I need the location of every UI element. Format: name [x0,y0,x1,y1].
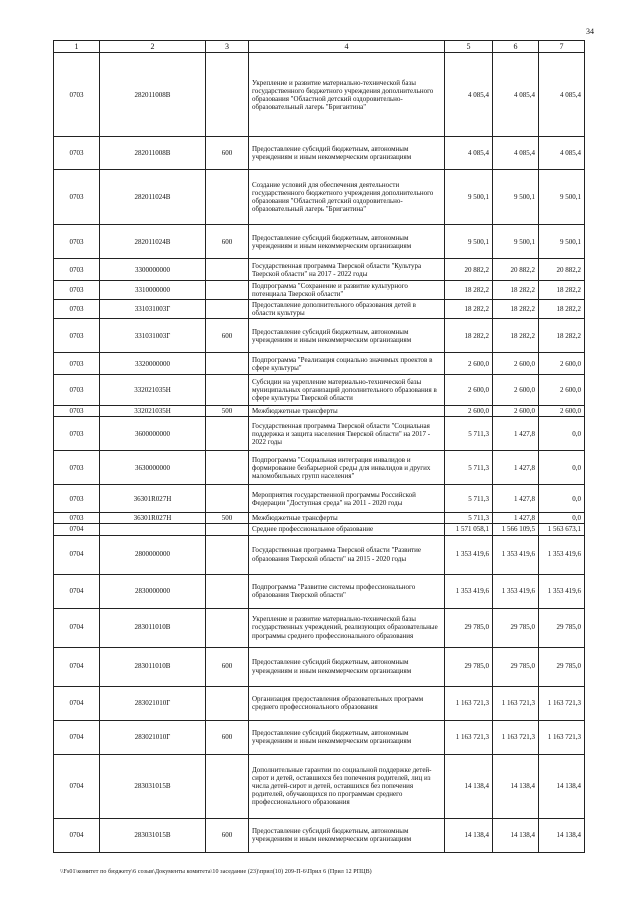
cell-expense-type [206,417,249,451]
cell-target-code: 36301R027Н [100,513,206,524]
cell-value-2: 2 600,0 [493,375,539,406]
cell-value-2: 18 282,2 [493,300,539,319]
cell-target-code: 283011010В [100,647,206,686]
cell-description: Предоставление дополнительного образования детей в области культуры [249,300,445,319]
cell-section-code: 0703 [54,319,100,353]
cell-target-code: 3320000000 [100,353,206,375]
cell-description: Создание условий для обеспечения деятельности государственного бюджетного учреждения дополнительного образования "Областной детский оздоровительно-образовательный лагерь "Бригантина" [249,170,445,225]
cell-expense-type: 600 [206,720,249,754]
cell-section-code: 0703 [54,170,100,225]
cell-section-code: 0703 [54,406,100,417]
cell-value-1: 9 500,1 [445,225,493,259]
cell-target-code: 282011024В [100,225,206,259]
cell-target-code: 283021010Г [100,720,206,754]
table-row [54,513,585,524]
cell-expense-type [206,353,249,375]
cell-value-1: 9 500,1 [445,170,493,225]
cell-value-1: 4 085,4 [445,137,493,170]
table-row [54,818,585,852]
cell-value-1: 14 138,4 [445,754,493,818]
cell-value-2: 1 566 109,5 [493,524,539,535]
table-row [54,406,585,417]
cell-description: Предоставление субсидий бюджетным, автономным учреждениям и иным некоммерческим организациям [249,137,445,170]
cell-value-3: 4 085,4 [539,53,585,137]
cell-expense-type: 600 [206,137,249,170]
table-row [54,524,585,535]
cell-description: Подпрограмма "Реализация социально значимых проектов в сфере культуры" [249,353,445,375]
cell-value-2: 2 600,0 [493,406,539,417]
cell-section-code: 0704 [54,754,100,818]
cell-target-code: 2830000000 [100,574,206,608]
cell-value-2: 1 427,8 [493,417,539,451]
cell-target-code: 3630000000 [100,451,206,485]
cell-expense-type [206,608,249,647]
cell-section-code: 0704 [54,535,100,574]
cell-expense-type [206,574,249,608]
cell-description: Предоставление субсидий бюджетным, автономным учреждениям и иным некоммерческим организациям [249,720,445,754]
cell-value-2: 1 163 721,3 [493,686,539,720]
cell-section-code: 0703 [54,417,100,451]
cell-section-code: 0703 [54,513,100,524]
page-number: 34 [586,27,594,36]
cell-description: Подпрограмма "Сохранение и развитие культурного потенциала Тверской области" [249,281,445,300]
cell-description: Укрепление и развитие материально-технической базы государственного бюджетного учреждения дополнительного образования "Областной детский оздоровительно-образовательный лагерь "Бригантина" [249,53,445,137]
cell-value-1: 5 711,3 [445,485,493,513]
cell-value-2: 1 427,8 [493,451,539,485]
cell-value-2: 4 085,4 [493,53,539,137]
cell-value-1: 18 282,2 [445,300,493,319]
cell-section-code: 0704 [54,818,100,852]
cell-description: Подпрограмма "Социальная интеграция инвалидов и формирование безбарьерной среды для инвалидов и других маломобильных групп населения" [249,451,445,485]
col-header-value-3: 7 [539,41,585,53]
cell-expense-type: 500 [206,406,249,417]
cell-expense-type [206,686,249,720]
table-row [54,535,585,574]
table-row [54,137,585,170]
table-row [54,170,585,225]
cell-value-1: 29 785,0 [445,647,493,686]
cell-target-code: 283031015В [100,818,206,852]
table-row [54,53,585,137]
cell-expense-type: 600 [206,225,249,259]
cell-value-3: 2 600,0 [539,375,585,406]
cell-value-3: 1 353 419,6 [539,574,585,608]
col-header-value-1: 5 [445,41,493,53]
table-row [54,319,585,353]
cell-target-code: 2800000000 [100,535,206,574]
cell-section-code: 0703 [54,225,100,259]
table-row [54,225,585,259]
cell-target-code: 283011010В [100,608,206,647]
cell-expense-type: 500 [206,513,249,524]
cell-description: Межбюджетные трансферты [249,513,445,524]
cell-expense-type [206,53,249,137]
cell-value-2: 2 600,0 [493,353,539,375]
budget-table [53,40,585,853]
cell-value-1: 2 600,0 [445,353,493,375]
cell-value-1: 29 785,0 [445,608,493,647]
cell-expense-type [206,535,249,574]
cell-value-3: 18 282,2 [539,281,585,300]
cell-value-2: 20 882,2 [493,259,539,281]
cell-section-code: 0704 [54,574,100,608]
cell-target-code: 331031003Г [100,319,206,353]
table-row [54,417,585,451]
cell-description: Государственная программа Тверской области "Культура Тверской области" на 2017 - 2022 годы [249,259,445,281]
cell-description: Среднее профессиональное образование [249,524,445,535]
cell-section-code: 0703 [54,375,100,406]
cell-value-1: 1 163 721,3 [445,720,493,754]
cell-value-3: 1 563 673,1 [539,524,585,535]
cell-value-3: 1 353 419,6 [539,535,585,574]
cell-value-3: 1 163 721,3 [539,686,585,720]
cell-value-2: 9 500,1 [493,170,539,225]
cell-value-1: 20 882,2 [445,259,493,281]
cell-value-3: 18 282,2 [539,319,585,353]
table-row [54,608,585,647]
cell-value-3: 9 500,1 [539,225,585,259]
cell-value-1: 2 600,0 [445,406,493,417]
cell-expense-type: 600 [206,818,249,852]
cell-section-code: 0704 [54,720,100,754]
cell-target-code: 283031015В [100,754,206,818]
cell-value-3: 2 600,0 [539,353,585,375]
cell-value-3: 29 785,0 [539,647,585,686]
table-row [54,686,585,720]
cell-expense-type [206,281,249,300]
col-header-value-2: 6 [493,41,539,53]
table-row [54,720,585,754]
cell-value-1: 5 711,3 [445,513,493,524]
cell-value-3: 14 138,4 [539,818,585,852]
cell-section-code: 0704 [54,608,100,647]
cell-value-1: 5 711,3 [445,451,493,485]
cell-expense-type [206,524,249,535]
table-body [54,53,585,852]
cell-value-3: 1 163 721,3 [539,720,585,754]
cell-value-3: 20 882,2 [539,259,585,281]
table-row [54,574,585,608]
cell-section-code: 0704 [54,686,100,720]
cell-value-1: 1 353 419,6 [445,535,493,574]
cell-section-code: 0703 [54,353,100,375]
cell-value-2: 29 785,0 [493,647,539,686]
table-row [54,485,585,513]
cell-section-code: 0704 [54,647,100,686]
table-row [54,300,585,319]
cell-value-3: 0,0 [539,513,585,524]
cell-target-code: 282011008В [100,137,206,170]
table-row [54,259,585,281]
cell-target-code: 3310000000 [100,281,206,300]
cell-section-code: 0703 [54,485,100,513]
cell-value-1: 1 163 721,3 [445,686,493,720]
cell-value-3: 9 500,1 [539,170,585,225]
col-header-section: 1 [54,41,100,53]
cell-value-2: 14 138,4 [493,818,539,852]
cell-value-2: 29 785,0 [493,608,539,647]
cell-value-2: 18 282,2 [493,281,539,300]
cell-target-code [100,524,206,535]
cell-value-3: 0,0 [539,417,585,451]
table-row [54,647,585,686]
table-row [54,754,585,818]
table-row [54,281,585,300]
cell-expense-type: 600 [206,319,249,353]
cell-expense-type [206,375,249,406]
cell-description: Предоставление субсидий бюджетным, автономным учреждениям и иным некоммерческим организациям [249,818,445,852]
cell-target-code: 36301R027Н [100,485,206,513]
cell-value-3: 14 138,4 [539,754,585,818]
cell-value-1: 18 282,2 [445,281,493,300]
cell-description: Предоставление субсидий бюджетным, автономным учреждениям и иным некоммерческим организациям [249,647,445,686]
cell-section-code: 0703 [54,137,100,170]
cell-target-code: 331031003Г [100,300,206,319]
cell-value-2: 1 353 419,6 [493,574,539,608]
cell-target-code: 282011024В [100,170,206,225]
cell-value-1: 4 085,4 [445,53,493,137]
cell-value-2: 1 163 721,3 [493,720,539,754]
cell-value-3: 0,0 [539,451,585,485]
cell-section-code: 0703 [54,300,100,319]
cell-value-1: 1 571 058,1 [445,524,493,535]
table-row [54,451,585,485]
cell-description: Субсидии на укрепление материально-технической базы муниципальных организаций дополнительного образования в сфере культуры Тверской области [249,375,445,406]
cell-section-code: 0703 [54,259,100,281]
cell-value-3: 18 282,2 [539,300,585,319]
cell-value-1: 1 353 419,6 [445,574,493,608]
cell-target-code: 282011008В [100,53,206,137]
table-row [54,353,585,375]
cell-value-3: 0,0 [539,485,585,513]
cell-description: Предоставление субсидий бюджетным, автономным учреждениям и иным некоммерческим организациям [249,225,445,259]
cell-expense-type [206,451,249,485]
cell-description: Подпрограмма "Развитие системы профессионального образования Тверской области" [249,574,445,608]
cell-target-code: 3600000000 [100,417,206,451]
cell-value-1: 18 282,2 [445,319,493,353]
cell-target-code: 283021010Г [100,686,206,720]
cell-value-3: 4 085,4 [539,137,585,170]
cell-value-2: 1 427,8 [493,513,539,524]
cell-value-1: 2 600,0 [445,375,493,406]
cell-expense-type [206,485,249,513]
cell-expense-type [206,170,249,225]
cell-description: Межбюджетные трансферты [249,406,445,417]
cell-expense-type [206,300,249,319]
cell-value-2: 1 427,8 [493,485,539,513]
cell-section-code: 0703 [54,53,100,137]
cell-target-code: 332021035Н [100,406,206,417]
cell-description: Государственная программа Тверской области "Социальная поддержка и защита населения Тверской области" на 2017 - 2022 годы [249,417,445,451]
cell-value-2: 14 138,4 [493,754,539,818]
header-row [54,41,585,53]
cell-expense-type: 600 [206,647,249,686]
cell-description: Предоставление субсидий бюджетным, автономным учреждениям и иным некоммерческим организациям [249,319,445,353]
cell-value-2: 18 282,2 [493,319,539,353]
cell-expense-type [206,754,249,818]
cell-target-code: 332021035Н [100,375,206,406]
cell-description: Мероприятия государственной программы Российской Федерации "Доступная среда" на 2011 - 2020 годы [249,485,445,513]
cell-target-code: 3300000000 [100,259,206,281]
cell-description: Государственная программа Тверской области "Развитие образования Тверской области" на 2015 - 2020 годы [249,535,445,574]
cell-description: Укрепление и развитие материально-технической базы государственных учреждений, реализующих образовательные программы среднего профессионального образования [249,608,445,647]
cell-value-2: 9 500,1 [493,225,539,259]
col-header-description: 4 [249,41,445,53]
cell-section-code: 0704 [54,524,100,535]
cell-description: Организация предоставления образовательных программ среднего профессионального образования [249,686,445,720]
cell-value-2: 4 085,4 [493,137,539,170]
cell-description: Дополнительные гарантии по социальной поддержке детей-сирот и детей, оставшихся без попечения родителей, лиц из числа детей-сирот и детей, оставшихся без попечения родителей, обучающихся по программам среднего профессионального образования [249,754,445,818]
cell-value-3: 2 600,0 [539,406,585,417]
footer-file-path: \\Fs01\комитет по бюджету\6 созыв\Документы комитета\10 заседание (23)\прил(10) 209-П-6\Прил 6 (Прил 12 РПЦВ) [60,869,372,875]
col-header-target: 2 [100,41,206,53]
cell-value-1: 5 711,3 [445,417,493,451]
cell-expense-type [206,259,249,281]
cell-section-code: 0703 [54,281,100,300]
cell-value-2: 1 353 419,6 [493,535,539,574]
col-header-type: 3 [206,41,249,53]
table-row [54,375,585,406]
cell-section-code: 0703 [54,451,100,485]
cell-value-1: 14 138,4 [445,818,493,852]
cell-value-3: 29 785,0 [539,608,585,647]
